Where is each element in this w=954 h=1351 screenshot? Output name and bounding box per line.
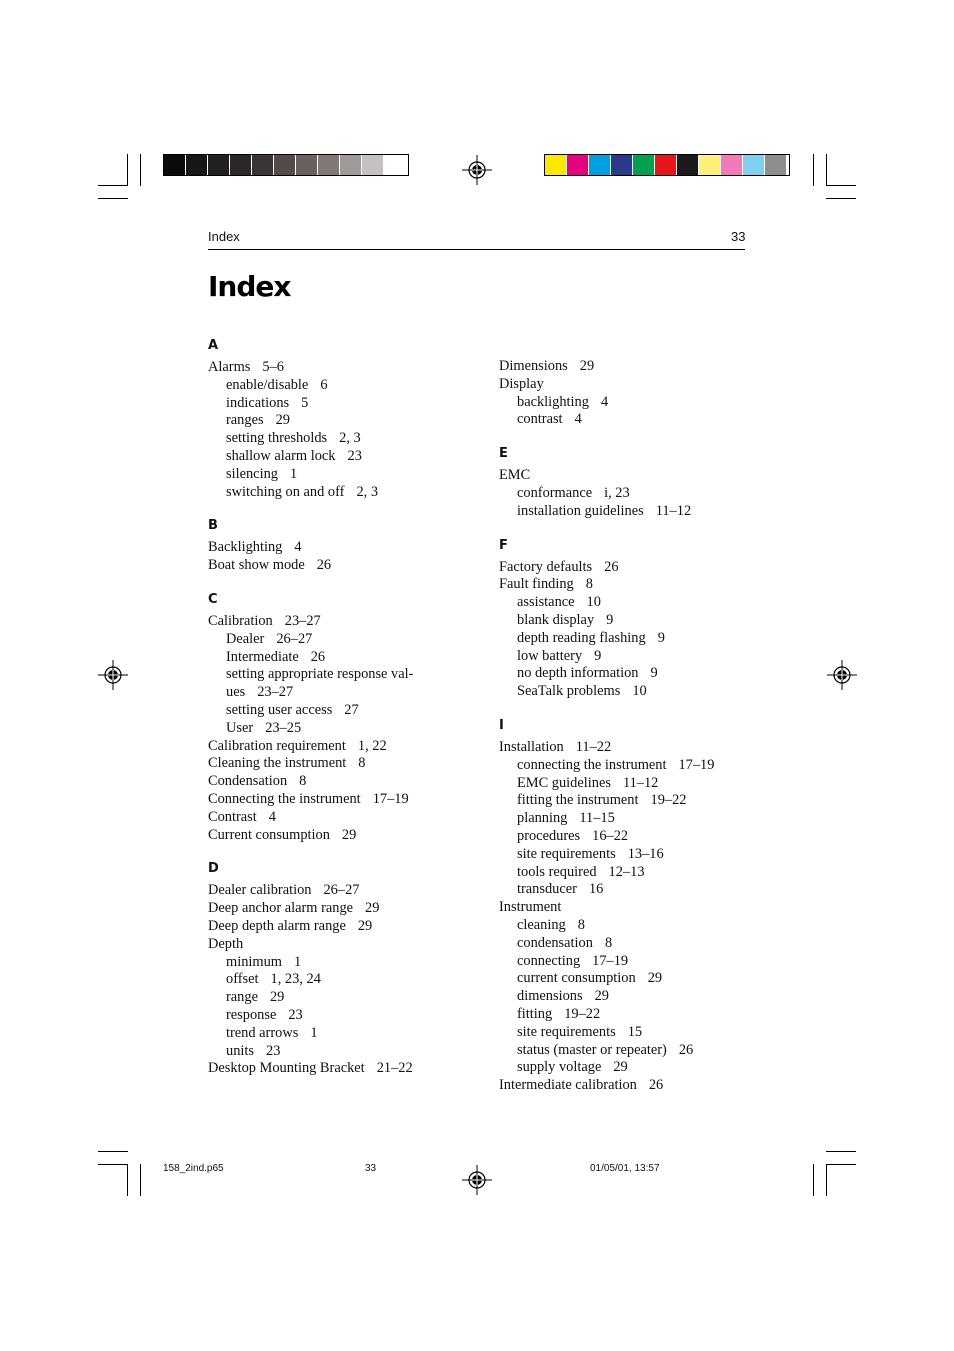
index-page-refs: 26	[648, 1077, 664, 1094]
crop-mark	[813, 1164, 814, 1196]
index-section	[499, 358, 769, 429]
index-subentry	[499, 594, 769, 612]
index-section	[499, 445, 769, 520]
index-term: site requirements	[517, 1023, 616, 1040]
index-subentry	[499, 411, 769, 429]
index-subentry	[499, 665, 769, 683]
index-term: Current consumption	[208, 826, 330, 843]
index-page-refs: 29	[613, 1059, 628, 1076]
index-page-refs: 27	[344, 701, 359, 718]
index-page-refs: 16	[588, 881, 604, 898]
index-entry	[208, 882, 478, 900]
index-entry	[208, 936, 478, 954]
running-header-page-number: 33	[731, 229, 746, 244]
index-page-refs: 29	[341, 826, 357, 843]
crop-mark	[826, 1164, 856, 1165]
index-term: Installation	[499, 738, 564, 755]
index-page-refs: 29	[275, 412, 290, 429]
registration-mark-icon	[462, 155, 492, 185]
index-subentry	[208, 395, 478, 413]
index-term: connecting	[517, 952, 581, 969]
crop-mark	[826, 1151, 856, 1152]
index-term: Dimensions	[499, 358, 568, 374]
index-page-refs: 26	[310, 648, 326, 665]
crop-mark	[98, 198, 128, 199]
index-entry	[499, 899, 769, 917]
index-page-refs: 1	[293, 953, 302, 970]
index-term: Instrument	[499, 899, 562, 916]
index-subentry	[208, 666, 478, 684]
index-entry	[499, 467, 769, 485]
index-term: dimensions	[517, 988, 583, 1005]
index-page-refs: 15	[627, 1023, 643, 1040]
crop-mark	[140, 1164, 141, 1196]
index-term: assistance	[517, 594, 575, 611]
registration-mark-icon	[98, 660, 128, 690]
index-subentry	[208, 484, 478, 502]
index-page-refs: 11–22	[575, 738, 612, 755]
index-subentry	[499, 917, 769, 935]
index-term: Dealer	[226, 630, 265, 647]
index-subentry	[499, 485, 769, 503]
crop-mark	[140, 154, 141, 186]
index-term: status (master or repeater)	[517, 1041, 667, 1058]
index-page-refs: 11–12	[655, 502, 692, 519]
index-subentry	[208, 631, 478, 649]
index-subentry	[499, 1024, 769, 1042]
index-term: tools required	[517, 863, 597, 880]
index-page-refs: 8	[299, 773, 307, 790]
index-page-refs: 23–27	[257, 684, 294, 701]
index-term: Cleaning the instrument	[208, 755, 347, 772]
crop-mark	[127, 1164, 128, 1196]
crop-mark	[826, 154, 827, 186]
index-term: depth reading flashing	[517, 629, 646, 646]
index-page-refs: 29	[647, 970, 663, 987]
index-term: backlighting	[517, 393, 589, 410]
header-rule	[208, 249, 745, 250]
index-subentry	[208, 720, 478, 738]
index-page-refs: 2, 3	[356, 483, 379, 500]
index-column-right	[499, 358, 769, 1111]
index-term: installation guidelines	[517, 502, 644, 519]
index-page-refs: 23	[288, 1006, 303, 1023]
index-entry	[499, 1077, 769, 1095]
index-page-refs: 2, 3	[339, 430, 361, 447]
index-entry	[499, 376, 769, 394]
index-page-refs: 11–12	[622, 774, 659, 791]
index-term: Calibration requirement	[208, 737, 346, 754]
color-bar-frame	[544, 154, 790, 176]
index-term: Depth	[208, 935, 244, 952]
index-term: Intermediate calibration	[499, 1077, 637, 1094]
index-page-refs: 29	[579, 358, 595, 374]
index-entry	[208, 918, 478, 936]
page-title: Index	[208, 270, 291, 303]
index-page-refs: 5–6	[262, 359, 284, 375]
index-term: Fault finding	[499, 576, 574, 593]
index-entry	[208, 359, 478, 377]
index-page-refs: 29	[594, 988, 609, 1005]
index-subentry	[499, 810, 769, 828]
index-term: indications	[226, 394, 290, 411]
index-term: cleaning	[517, 916, 566, 933]
index-page-refs: 9	[594, 647, 602, 664]
index-letter-heading: C	[208, 591, 218, 607]
index-page-refs: i, 23	[604, 484, 630, 501]
index-term: procedures	[517, 827, 581, 844]
index-page-refs: 8	[585, 576, 593, 593]
index-subentry	[499, 1059, 769, 1077]
index-term: setting thresholds	[226, 430, 328, 447]
index-term: Deep anchor alarm range	[208, 900, 354, 917]
index-page-refs: 10	[632, 683, 647, 700]
footer-filename: 158_2ind.p65	[163, 1163, 224, 1174]
index-entry	[208, 755, 478, 773]
index-page-refs: 13–16	[627, 845, 664, 862]
index-subentry	[208, 377, 478, 395]
index-page-refs: 26–27	[323, 882, 360, 899]
index-page-refs: 29	[365, 900, 380, 917]
index-entry	[499, 739, 769, 757]
index-term: blank display	[517, 611, 595, 628]
index-subentry	[499, 935, 769, 953]
index-term: setting appropriate response val-	[226, 666, 414, 683]
index-term: Desktop Mounting Bracket	[208, 1060, 365, 1077]
index-subentry	[208, 1025, 478, 1043]
index-page-refs: 23	[266, 1042, 281, 1059]
index-page-refs: 16–22	[592, 827, 629, 844]
index-subentry	[208, 448, 478, 466]
index-subentry	[499, 503, 769, 521]
index-subentry	[499, 988, 769, 1006]
index-page-refs: 23–27	[284, 612, 321, 629]
index-page-refs: 8	[358, 755, 366, 772]
index-subentry	[499, 792, 769, 810]
index-term: silencing	[226, 465, 278, 482]
index-entry	[208, 791, 478, 809]
index-entry	[208, 539, 478, 557]
index-term: User	[226, 719, 254, 736]
index-letter-heading: A	[208, 338, 219, 353]
index-term: Connecting the instrument	[208, 790, 361, 807]
crop-mark	[98, 185, 128, 186]
index-term: units	[226, 1042, 254, 1059]
index-letter-heading: B	[208, 518, 218, 534]
index-term: Calibration	[208, 612, 273, 629]
index-page-refs: 26	[604, 558, 619, 575]
index-subentry	[499, 1042, 769, 1060]
index-page-refs: 1, 23, 24	[270, 971, 321, 988]
index-term: conformance	[517, 484, 593, 501]
index-term: current consumption	[517, 970, 636, 987]
index-subentry	[208, 430, 478, 448]
index-term: low battery	[517, 647, 583, 664]
index-term: fitting the instrument	[517, 792, 639, 809]
index-entry	[208, 900, 478, 918]
index-section	[208, 517, 478, 575]
index-term: SeaTalk problems	[517, 683, 621, 700]
index-page-refs: 8	[604, 934, 613, 951]
index-subentry	[208, 971, 478, 989]
index-term: contrast	[517, 411, 563, 428]
registration-mark-icon	[462, 1165, 492, 1195]
crop-mark	[826, 198, 856, 199]
index-term: EMC	[499, 467, 531, 484]
crop-mark	[127, 154, 128, 186]
running-header-section: Index	[208, 229, 240, 244]
index-subentry	[499, 757, 769, 775]
index-term: connecting the instrument	[517, 756, 667, 773]
index-term: planning	[517, 810, 568, 827]
index-page-refs: 1	[289, 465, 298, 482]
index-letter-heading: F	[499, 537, 508, 553]
index-entry	[208, 773, 478, 791]
index-subentry	[499, 828, 769, 846]
index-term: trend arrows	[226, 1024, 299, 1041]
index-term: response	[226, 1006, 277, 1023]
index-entry	[208, 557, 478, 575]
index-page-refs: 23	[347, 447, 362, 464]
index-subentry	[499, 1006, 769, 1024]
index-subentry	[499, 953, 769, 971]
index-term: condensation	[517, 934, 593, 951]
index-subentry	[208, 466, 478, 484]
index-page-refs: 19–22	[650, 792, 687, 809]
index-subentry	[499, 394, 769, 412]
index-page-refs: 11–15	[579, 810, 615, 827]
index-term: no depth information	[517, 665, 639, 682]
index-term: offset	[226, 971, 259, 988]
index-subentry	[499, 630, 769, 648]
index-term: Condensation	[208, 773, 288, 790]
crop-mark	[98, 1151, 128, 1152]
footer-page: 33	[365, 1163, 377, 1174]
index-term: ranges	[226, 412, 264, 429]
index-term: Dealer calibration	[208, 882, 312, 899]
index-subentry	[208, 684, 478, 702]
index-entry	[499, 358, 769, 376]
index-term: minimum	[226, 953, 282, 970]
index-entry	[499, 559, 769, 577]
index-subentry	[499, 970, 769, 988]
index-subentry	[208, 989, 478, 1007]
grayscale-bar-frame	[163, 154, 409, 176]
index-subentry	[208, 954, 478, 972]
index-term: Factory defaults	[499, 558, 593, 575]
index-subentry	[499, 864, 769, 882]
index-entry	[208, 1060, 478, 1078]
index-term: Contrast	[208, 808, 257, 825]
index-page-refs: 17–19	[592, 952, 629, 969]
index-page-refs: 19–22	[564, 1005, 601, 1022]
index-subentry	[499, 683, 769, 701]
index-page-refs: 17–19	[678, 756, 715, 773]
index-letter-heading: I	[499, 717, 504, 733]
index-page-refs: 26–27	[276, 630, 313, 647]
index-page-refs: 6	[320, 376, 328, 393]
index-term: Alarms	[208, 359, 251, 375]
index-term: Boat show mode	[208, 557, 305, 574]
index-page-refs: 1, 22	[357, 737, 387, 754]
index-subentry	[208, 702, 478, 720]
index-subentry	[499, 881, 769, 899]
index-letter-heading: D	[208, 861, 219, 877]
index-page-refs: 23–25	[265, 719, 302, 736]
index-letter-heading: E	[499, 446, 508, 462]
index-subentry	[208, 1043, 478, 1061]
index-page-refs: 4	[268, 808, 276, 825]
index-subentry	[499, 775, 769, 793]
crop-mark	[813, 154, 814, 186]
index-subentry	[499, 612, 769, 630]
index-page-refs: 4	[600, 393, 609, 410]
index-page-refs: 9	[606, 611, 614, 628]
index-term: setting user access	[226, 701, 333, 718]
index-term: Intermediate	[226, 648, 299, 665]
crop-mark	[98, 1164, 128, 1165]
crop-mark	[826, 1164, 827, 1196]
index-term: ues	[226, 684, 246, 701]
index-term: EMC guidelines	[517, 774, 611, 791]
index-section	[499, 537, 769, 701]
index-subentry	[499, 648, 769, 666]
index-column-left	[208, 337, 478, 1094]
index-page-refs: 8	[577, 916, 585, 933]
index-subentry	[208, 1007, 478, 1025]
index-entry	[208, 827, 478, 845]
index-page-refs: 12–13	[608, 863, 645, 880]
index-section	[208, 860, 478, 1078]
index-page-refs: 1	[310, 1024, 318, 1041]
index-page-refs: 10	[586, 594, 601, 611]
crop-mark	[826, 185, 856, 186]
index-term: Backlighting	[208, 539, 283, 556]
index-page-refs: 9	[657, 629, 665, 646]
index-entry	[208, 738, 478, 756]
index-term: site requirements	[517, 845, 616, 862]
index-page-refs: 17–19	[372, 790, 409, 807]
index-term: Deep depth alarm range	[208, 917, 346, 934]
index-subentry	[208, 412, 478, 430]
index-page-refs: 4	[574, 411, 582, 428]
index-term: range	[226, 989, 258, 1006]
index-term: switching on and off	[226, 483, 345, 500]
index-entry	[499, 576, 769, 594]
registration-mark-icon	[827, 660, 857, 690]
index-term: transducer	[517, 881, 577, 898]
index-section	[208, 591, 478, 844]
index-page-refs: 4	[294, 539, 302, 556]
index-section	[499, 717, 769, 1095]
index-section	[208, 337, 478, 501]
index-page-refs: 29	[269, 989, 285, 1006]
index-subentry	[208, 649, 478, 667]
index-entry	[208, 809, 478, 827]
index-entry	[208, 613, 478, 631]
index-page-refs: 5	[301, 394, 309, 411]
index-page-refs: 26	[316, 557, 332, 574]
footer-timestamp: 01/05/01, 13:57	[590, 1163, 660, 1174]
index-term: shallow alarm lock	[226, 447, 336, 464]
index-subentry	[499, 846, 769, 864]
index-page-refs: 29	[357, 917, 373, 934]
index-term: enable/disable	[226, 376, 309, 393]
index-term: fitting	[517, 1005, 553, 1022]
index-term: supply voltage	[517, 1059, 602, 1076]
index-term: Display	[499, 375, 544, 392]
index-page-refs: 9	[650, 665, 658, 682]
index-page-refs: 26	[678, 1041, 694, 1058]
index-page-refs: 21–22	[376, 1060, 413, 1077]
